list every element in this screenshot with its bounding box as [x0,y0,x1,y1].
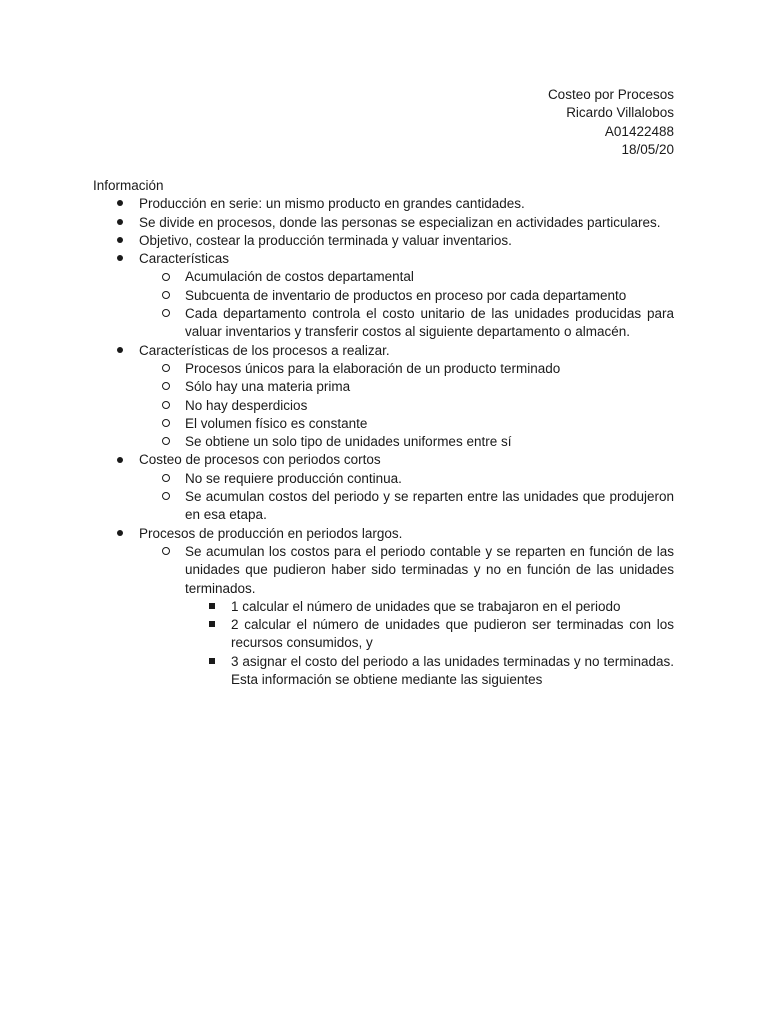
sub-list-item-text: Procesos únicos para la elaboración de un producto terminado [185,360,561,376]
sub-list-item [93,268,674,286]
sub-list-item [93,287,674,305]
document-header [548,86,674,159]
circle-bullet-icon [160,397,172,415]
sub-list-item-text: Se obtiene un solo tipo de unidades uniformes entre sí [185,434,512,450]
bullet-icon [114,195,126,213]
sub-list [93,268,674,341]
main-list [93,195,674,689]
circle-bullet-icon [160,287,172,305]
circle-bullet-icon [160,360,172,378]
sub-list [93,470,674,525]
list-item [93,451,674,524]
list-item [93,342,674,452]
bullet-icon [114,342,126,360]
list-item-text: Costeo de procesos con periodos cortos [139,452,381,468]
author-name: Ricardo Villalobos [566,105,674,121]
list-item [93,232,674,250]
document-body [93,177,674,689]
list-item-text: Características [139,251,230,267]
sub-sub-list-item-text: 2 calcular el número de unidades que pudieron ser terminadas con los recursos consumidos, y [231,617,674,651]
sub-sub-list [93,598,674,689]
sub-list-item-text: Sólo hay una materia prima [185,379,351,395]
circle-bullet-icon [160,415,172,433]
sub-sub-list-item-text: 1 calcular el número de unidades que se trabajaron en el periodo [231,598,621,614]
sub-sub-list-item [93,616,674,653]
bullet-icon [114,451,126,469]
square-bullet-icon [206,616,218,634]
bullet-icon [114,232,126,250]
sub-list-item-text: El volumen físico es constante [185,415,368,431]
circle-bullet-icon [160,488,172,506]
sub-list-item-text: Subcuenta de inventario de productos en proceso por cada departamento [185,287,627,303]
list-item-text: Objetivo, costear la producción terminada y valuar inventarios. [139,232,512,248]
document-date: 18/05/20 [621,141,674,157]
sub-list-item-text: No hay desperdicios [185,397,308,413]
list-item-text: Producción en serie: un mismo producto en grandes cantidades. [139,196,525,212]
sub-list-item-text: Acumulación de costos departamental [185,269,414,285]
sub-list-item-text: No se requiere producción continua. [185,470,402,486]
sub-list-item-text: Se acumulan los costos para el periodo contable y se reparten en función de las unidades que pudieron haber sido terminadas y no en función de las unidades terminados. [185,543,674,596]
sub-list-item [93,305,674,342]
sub-list [93,543,674,689]
sub-list-item [93,360,674,378]
sub-list-item [93,433,674,451]
list-item-text: Características de los procesos a realizar. [139,342,390,358]
list-item-text: Se divide en procesos, donde las personas se especializan en actividades particulares. [139,214,661,230]
bullet-icon [114,525,126,543]
section-title: Información [93,178,164,193]
bullet-icon [114,250,126,268]
document-title: Costeo por Procesos [547,87,674,102]
sub-list-item [93,488,674,525]
circle-bullet-icon [160,433,172,451]
circle-bullet-icon [160,305,172,323]
square-bullet-icon [206,653,218,671]
circle-bullet-icon [160,543,172,561]
sub-list-item [93,543,674,689]
circle-bullet-icon [160,378,172,396]
student-id: A01422488 [604,123,674,139]
sub-list-item-text: Cada departamento controla el costo unitario de las unidades producidas para valuar inventarios y transferir costos al siguiente departamento o almacén. [185,306,674,340]
list-item [93,250,674,341]
sub-list-item [93,378,674,396]
list-item [93,195,674,213]
sub-sub-list-item-text: 3 asignar el costo del periodo a las unidades terminadas y no terminadas. Esta información se obtiene mediante las siguientes [231,653,674,688]
sub-sub-list-item [93,598,674,616]
sub-list [93,360,674,451]
sub-sub-list-item [93,653,674,690]
sub-list-item [93,397,674,415]
list-item [93,214,674,232]
circle-bullet-icon [160,470,172,488]
sub-list-item [93,415,674,433]
sub-list-item [93,470,674,488]
list-item [93,525,674,690]
square-bullet-icon [206,598,218,616]
sub-list-item-text: Se acumulan costos del periodo y se reparten entre las unidades que produjeron en esa etapa. [185,489,674,523]
list-item-text: Procesos de producción en periodos largos. [139,525,403,541]
circle-bullet-icon [160,268,172,286]
bullet-icon [114,214,126,232]
